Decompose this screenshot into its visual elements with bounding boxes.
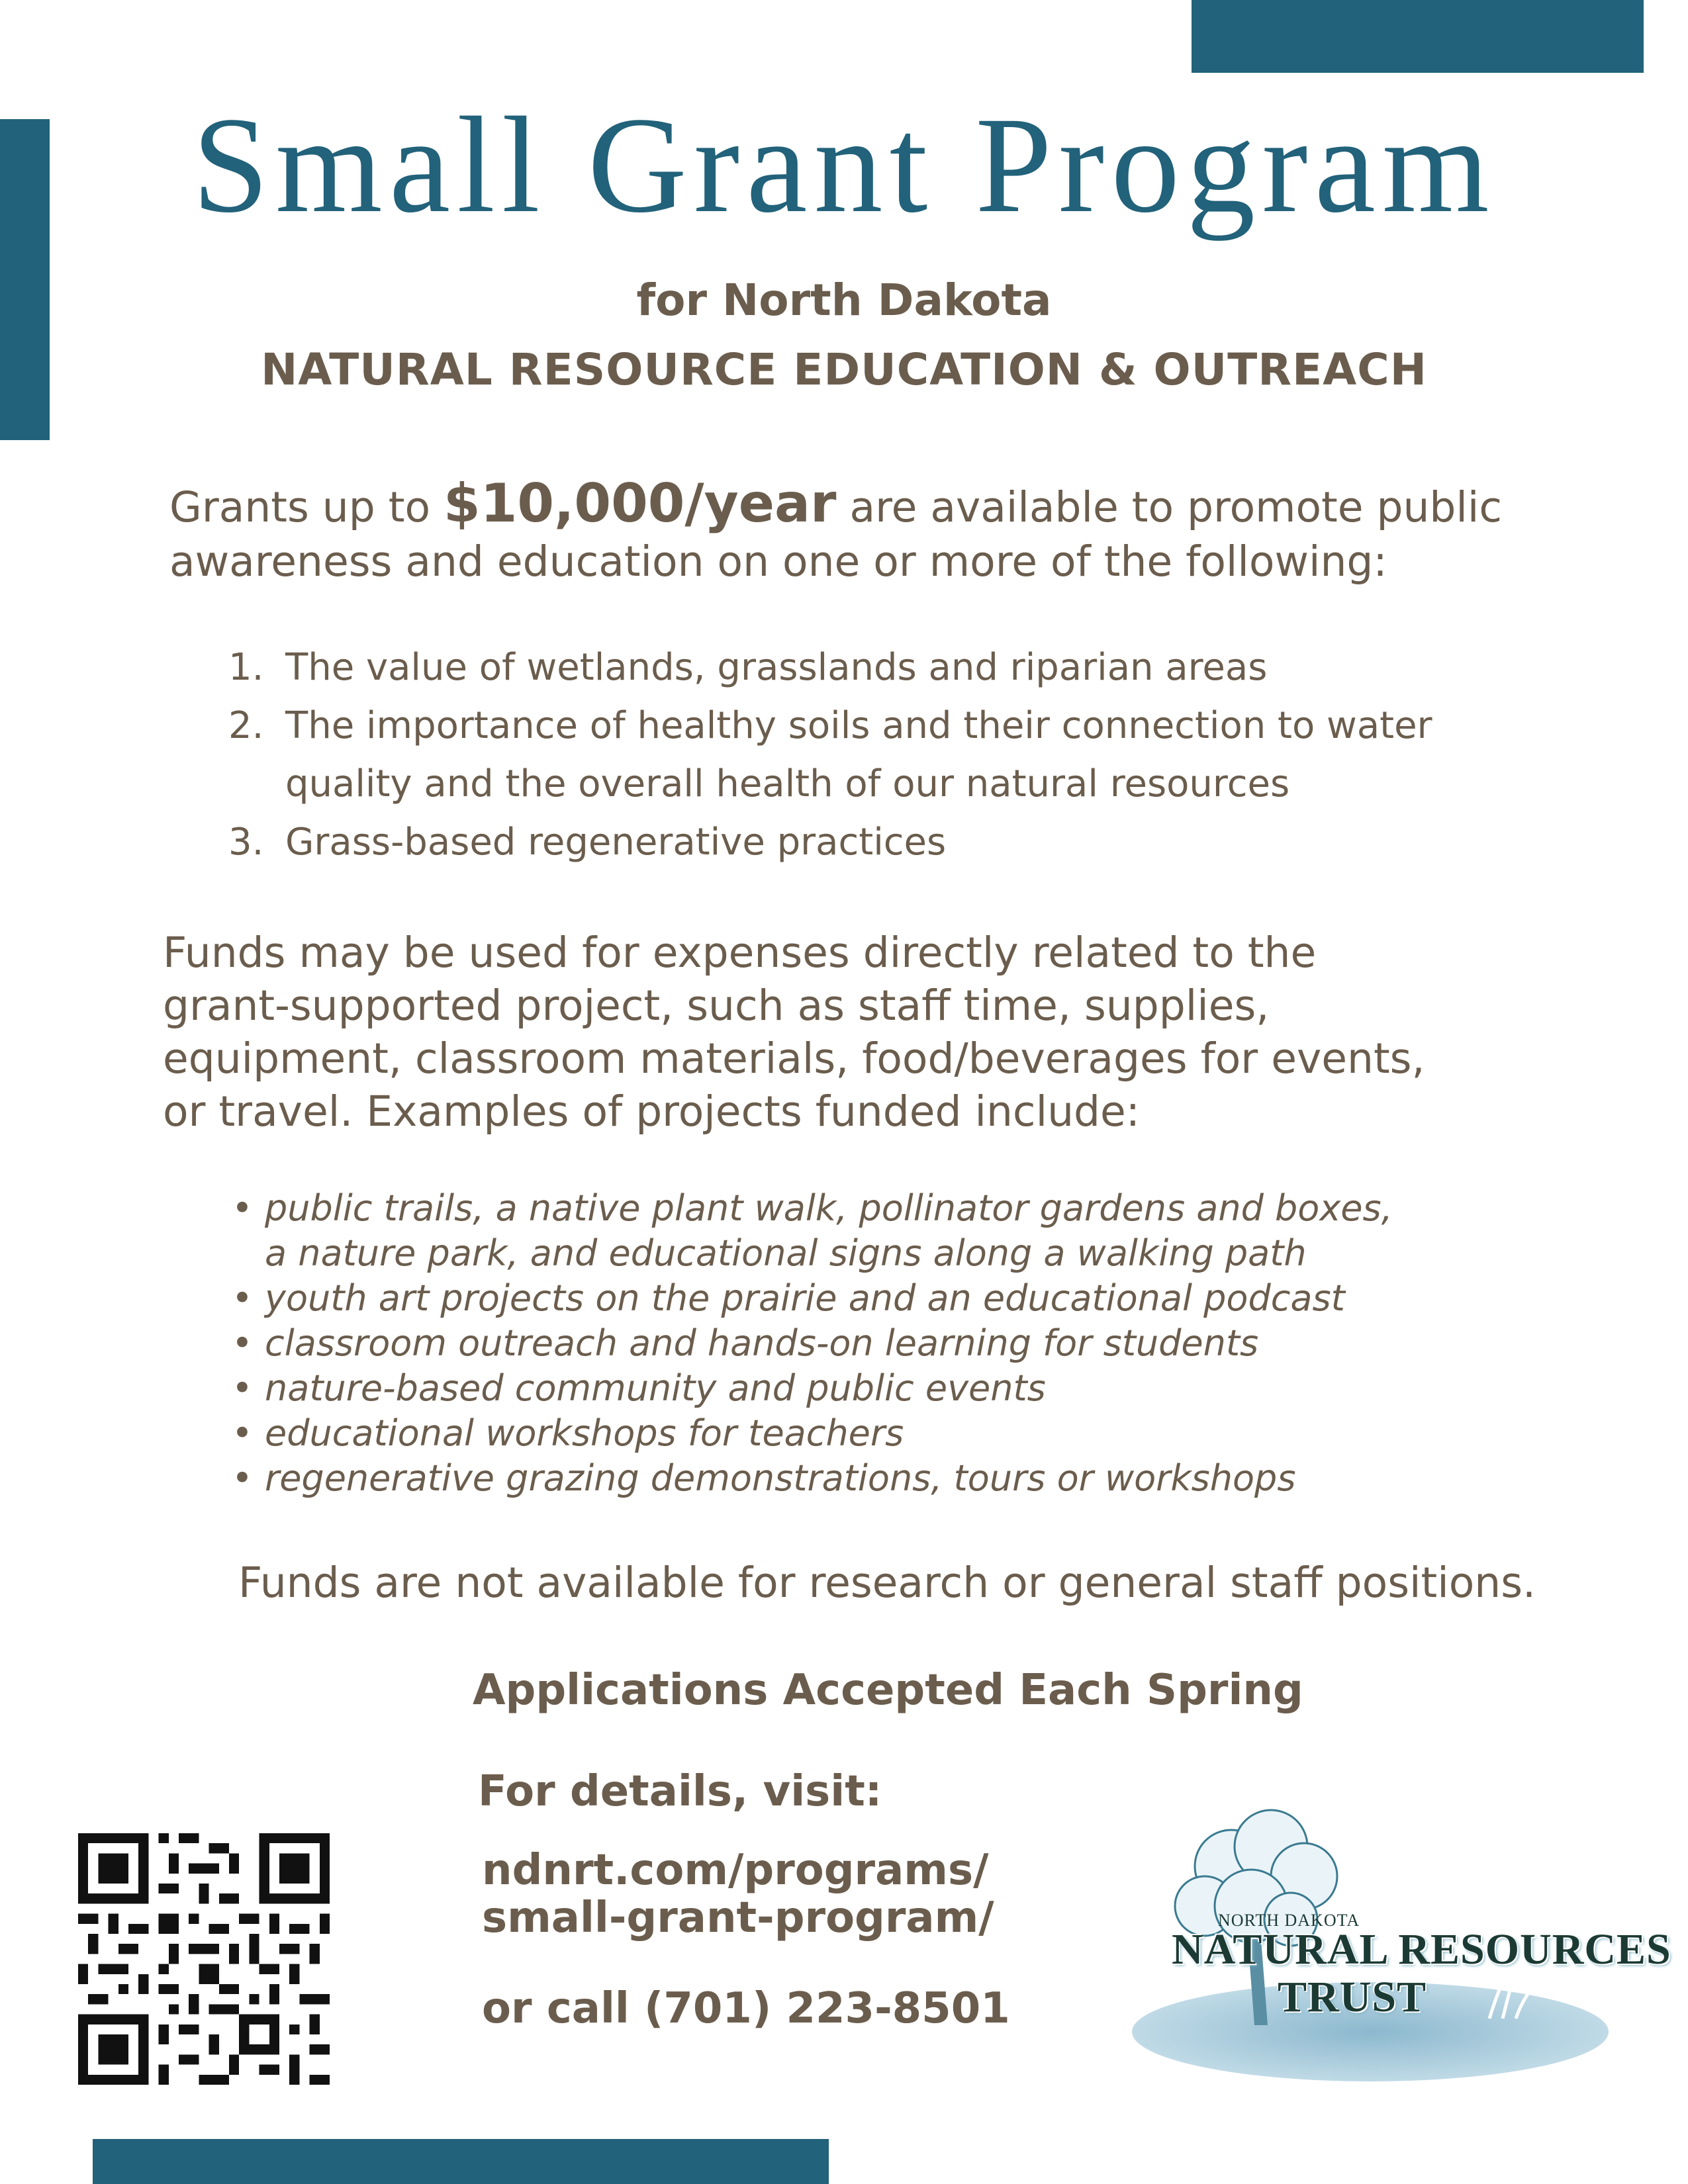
list-text: nature-based community and public events	[265, 1367, 1046, 1409]
bullet-icon: •	[232, 1187, 253, 1229]
list-text: Grass-based regenerative practices	[285, 821, 947, 864]
page-title: Small Grant Program	[192, 89, 1496, 241]
topics-list	[228, 639, 1552, 872]
list-text: a nature park, and educational signs along a walking path	[265, 1232, 1307, 1274]
funds-line: Funds may be used for expenses directly related to the	[163, 929, 1317, 977]
intro-paragraph	[169, 473, 1560, 589]
funds-line: grant-supported project, such as staff time, supplies,	[163, 981, 1270, 1030]
list-item	[228, 813, 1552, 872]
list-item	[232, 1276, 1556, 1321]
list-item	[232, 1411, 1556, 1456]
funds-paragraph	[163, 927, 1566, 1138]
intro-prefix: Grants up to	[169, 483, 444, 531]
list-item	[232, 1186, 1556, 1276]
bottom-accent-bar	[93, 2139, 829, 2184]
list-number: 1.	[228, 646, 264, 689]
top-accent-bar	[1192, 0, 1644, 73]
bullet-icon: •	[232, 1367, 253, 1409]
list-text: The importance of healthy soils and their connection to water	[285, 704, 1432, 747]
list-text: youth art projects on the prairie and an educational podcast	[265, 1277, 1345, 1319]
list-item	[232, 1366, 1556, 1411]
list-text: quality and the overall health of our natural resources	[285, 762, 1290, 805]
list-number: 3.	[228, 821, 264, 864]
qr-code[interactable]	[78, 1833, 330, 2085]
funds-line: or travel. Examples of projects funded include:	[163, 1087, 1140, 1136]
list-number: 2.	[228, 704, 264, 747]
list-text: The value of wetlands, grasslands and riparian areas	[285, 646, 1268, 689]
list-item	[232, 1456, 1556, 1501]
program-link[interactable]	[482, 1846, 994, 1942]
examples-list	[232, 1186, 1556, 1501]
list-text: public trails, a native plant walk, pollinator gardens and boxes,	[265, 1187, 1393, 1229]
subtitle-region: for North Dakota	[636, 275, 1052, 326]
details-label: For details, visit:	[478, 1767, 882, 1816]
list-item	[228, 639, 1552, 697]
intro-suffix: are available to promote public	[836, 483, 1503, 531]
phone-number[interactable]: or call (701) 223-8501	[482, 1984, 1010, 2033]
bullet-icon: •	[232, 1457, 253, 1499]
bullet-icon: •	[232, 1277, 253, 1319]
url-line: small-grant-program/	[482, 1893, 994, 1942]
bullet-icon: •	[232, 1412, 253, 1454]
url-line: ndnrt.com/programs/	[482, 1846, 989, 1895]
list-text: regenerative grazing demonstrations, tours or workshops	[265, 1457, 1296, 1499]
logo-text-north-dakota: NORTH DAKOTA	[1218, 1911, 1360, 1930]
list-item	[232, 1321, 1556, 1366]
logo-text-natural-resources: NATURAL RESOURCES	[1172, 1925, 1671, 1974]
grant-amount: $10,000/year	[444, 473, 837, 534]
applications-note: Applications Accepted Each Spring	[473, 1666, 1303, 1715]
subtitle-topic: NATURAL RESOURCE EDUCATION & OUTREACH	[261, 344, 1427, 395]
list-text: educational workshops for teachers	[265, 1412, 904, 1454]
funds-line: equipment, classroom materials, food/beverages for events,	[163, 1034, 1425, 1083]
list-item	[228, 697, 1552, 813]
not-available-note: Funds are not available for research or general staff positions.	[238, 1559, 1536, 1607]
list-text: classroom outreach and hands-on learning for students	[265, 1322, 1259, 1364]
intro-line2: awareness and education on one or more of the following:	[169, 537, 1387, 586]
bullet-icon: •	[232, 1322, 253, 1364]
logo-text-trust: TRUST	[1278, 1973, 1427, 2021]
